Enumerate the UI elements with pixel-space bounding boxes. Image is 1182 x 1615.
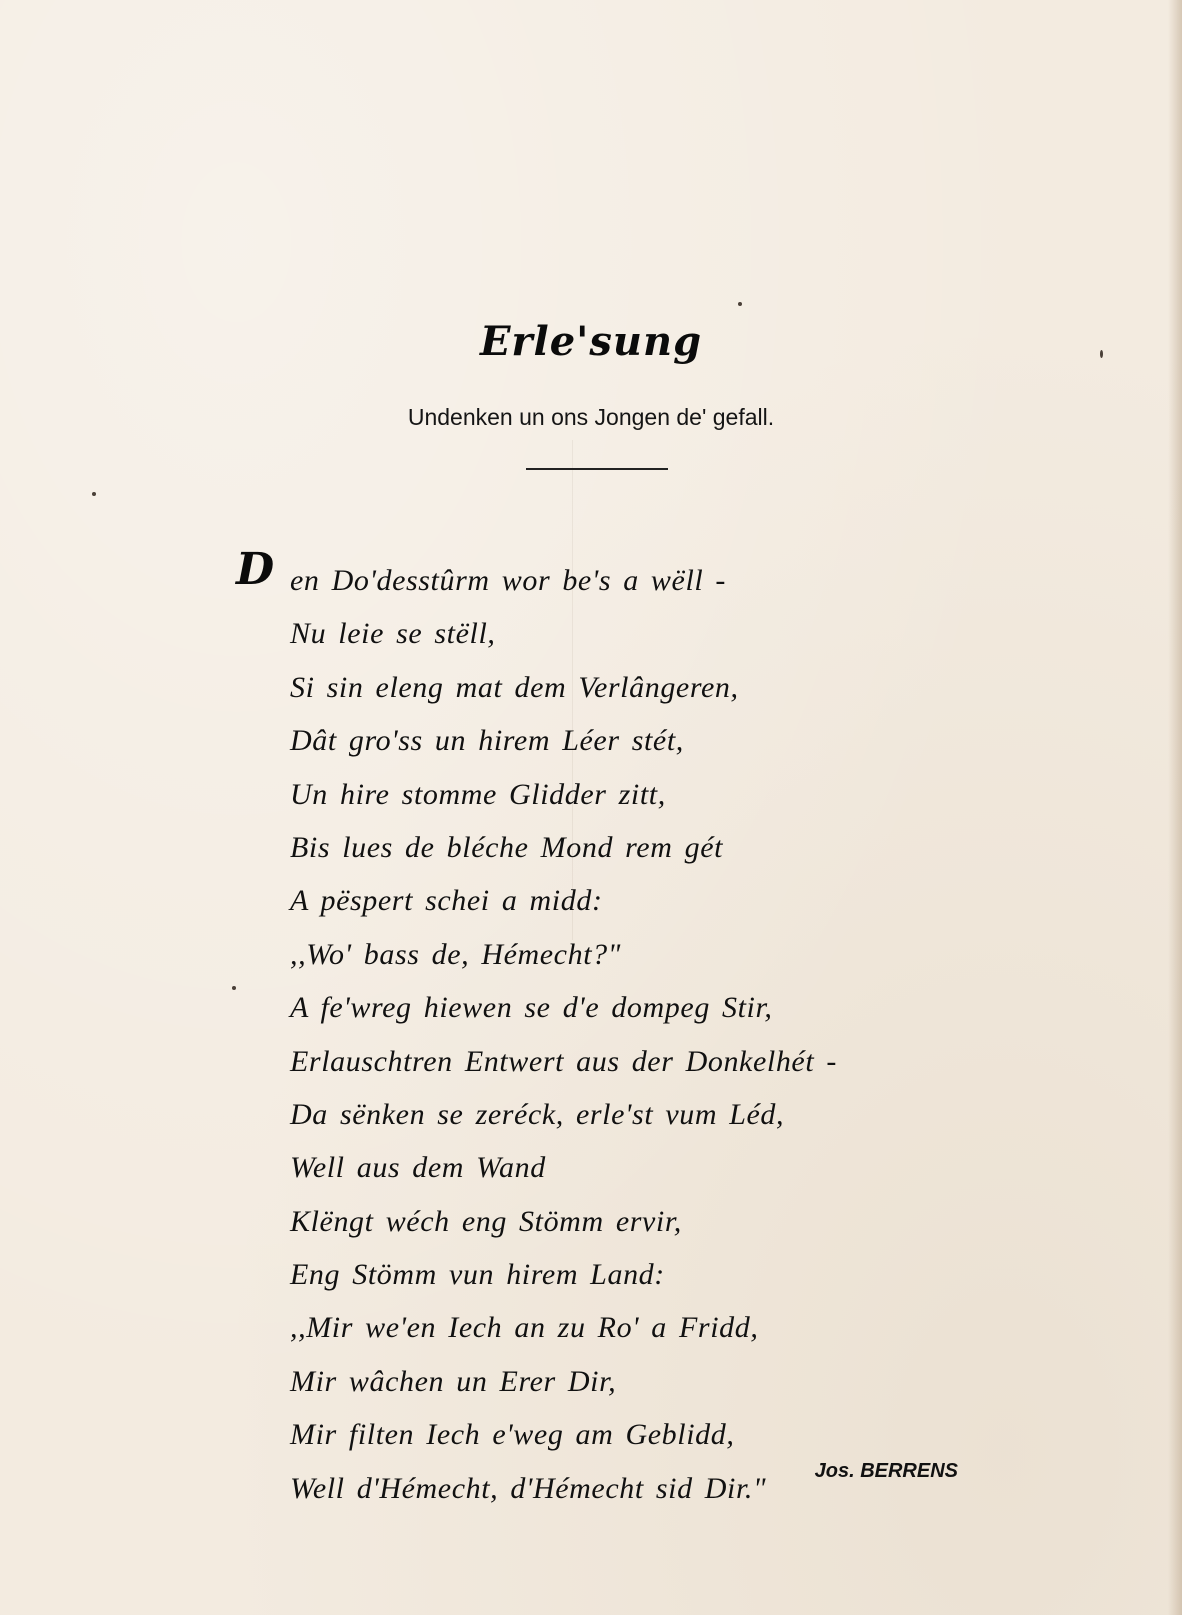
poem-title: Erle'sung: [479, 318, 703, 365]
page-edge-shadow: [1168, 0, 1182, 1615]
poem-line: Mir wâchen un Erer Dir,: [290, 1364, 617, 1398]
poem-line: ,,Wo' bass de, Hémecht?": [290, 937, 621, 971]
poem-line: Klëngt wéch eng Stömm ervir,: [290, 1204, 682, 1238]
poem-line: ,,Mir we'en Iech an zu Ro' a Fridd,: [290, 1311, 759, 1345]
poem-line: Erlauschtren Entwert aus der Donkelhét -: [290, 1044, 837, 1078]
paper-speck: [232, 986, 236, 990]
poem-line: Si sin eleng mat dem Verlângeren,: [290, 670, 739, 704]
title-divider: [526, 468, 668, 470]
paper-speck: [92, 492, 96, 496]
drop-cap: D: [236, 544, 275, 595]
poem-line: Bis lues de bléche Mond rem gét: [290, 830, 724, 864]
poem-line: Mir filten Iech e'weg am Geblidd,: [290, 1418, 735, 1452]
paper-speck: [738, 302, 742, 306]
poem-author: Jos. BERRENS: [814, 1460, 958, 1482]
poem-line: Eng Stömm vun hirem Land:: [290, 1258, 665, 1292]
poem-line: Un hire stomme Glidder zitt,: [290, 777, 666, 811]
poem-line: Dât gro'ss un hirem Léer stét,: [290, 724, 684, 758]
poem-subtitle: Undenken un ons Jongen de' gefall.: [407, 404, 775, 430]
poem-line: A pëspert schei a midd:: [290, 884, 603, 918]
poem-line: Well d'Hémecht, d'Hémecht sid Dir.": [290, 1471, 767, 1505]
poem-line: A fe'wreg hiewen se d'e dompeg Stir,: [290, 991, 773, 1025]
poem-body: [290, 554, 837, 1515]
poem-line: Nu leie se stëll,: [290, 617, 496, 651]
poem-line: en Do'desstûrm wor be's a wëll -: [290, 564, 727, 597]
poem-line: Well aus dem Wand: [290, 1151, 546, 1185]
poem-line: Da sënken se zeréck, erle'st vum Léd,: [290, 1097, 785, 1131]
